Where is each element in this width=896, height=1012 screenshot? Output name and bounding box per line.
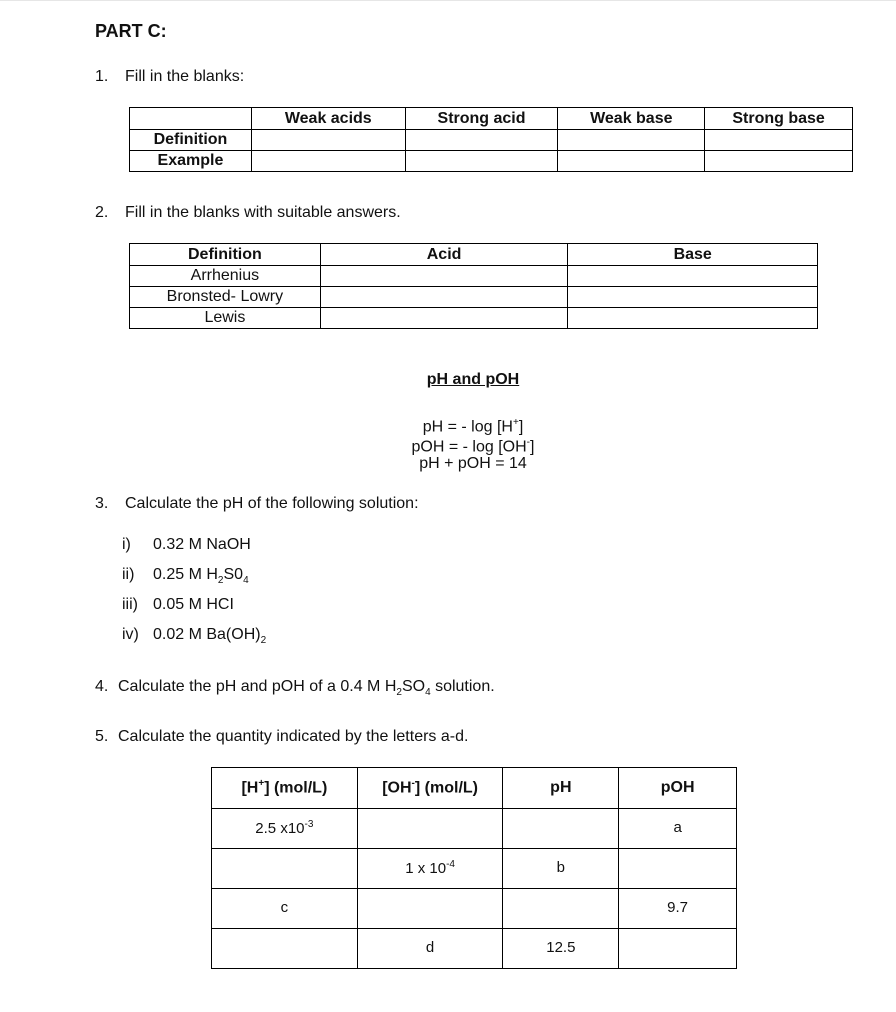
table-row (130, 287, 818, 308)
table2-row-arrhenius: Arrhenius (130, 266, 321, 287)
table-row (212, 809, 737, 849)
blank-cell[interactable] (212, 849, 358, 889)
table2-header-acid: Acid (320, 244, 568, 266)
question-4-number: 4. (95, 678, 109, 695)
question-4-text: Calculate the pH and pOH of a 0.4 M H (118, 678, 397, 695)
table3-header-oh-pre: [OH (382, 779, 412, 797)
question-1-number: 1. (95, 68, 109, 85)
question-4-sub: 4 (425, 687, 431, 699)
blank-cell[interactable] (405, 130, 558, 151)
table3-header-h-post: ] (mol/L) (264, 779, 328, 797)
table-row (212, 889, 737, 929)
table-row (130, 130, 853, 151)
question-5-number: 5. (95, 728, 109, 745)
table3-header-h-sup: + (258, 778, 265, 790)
table3-header-ph: pH (503, 768, 619, 809)
question-5 (95, 728, 468, 746)
formula-ph-sup: + (512, 417, 519, 428)
table3-value-sup: -4 (446, 859, 455, 870)
table-row (130, 308, 818, 329)
formula-ph-pre: pH = - log [H (422, 418, 513, 436)
blank-cell[interactable] (619, 929, 737, 969)
table3-cell: d (357, 929, 503, 969)
table1-header-blank (130, 108, 252, 130)
table1-header-weak-base: Weak base (558, 108, 705, 130)
blank-cell[interactable] (251, 130, 405, 151)
table3-cell (357, 849, 503, 889)
blank-cell[interactable] (320, 308, 568, 329)
list-item-roman: iii) (122, 596, 138, 613)
blank-cell[interactable] (357, 889, 503, 929)
table3-cell: b (503, 849, 619, 889)
table-row (212, 929, 737, 969)
table3-header-oh-sup: - (411, 778, 415, 790)
formula-ph-post: ] (518, 418, 524, 436)
table1-row-definition: Definition (130, 130, 252, 151)
table3-cell: 9.7 (619, 889, 737, 929)
blank-cell[interactable] (320, 287, 568, 308)
table3-value: 2.5 x10 (255, 820, 305, 837)
table3-header-h-pre: [H (241, 779, 259, 797)
list-item-text: 0.02 M Ba(OH) (153, 626, 261, 643)
list-item (122, 537, 266, 567)
list-item-sub: 2 (217, 575, 224, 587)
blank-cell[interactable] (503, 809, 619, 849)
list-item (122, 597, 266, 627)
blank-cell[interactable] (212, 929, 358, 969)
table3-value: 1 x 10 (405, 860, 447, 877)
blank-cell[interactable] (357, 809, 503, 849)
table3-cell: a (619, 809, 737, 849)
question-2-text: Fill in the blanks with suitable answers. (125, 204, 401, 221)
formula-poh-sup: - (526, 437, 531, 448)
table1-header-weak-acids: Weak acids (251, 108, 405, 130)
question-4-sub: 2 (396, 687, 402, 699)
table-definitions (129, 243, 818, 329)
table1-header-strong-base: Strong base (705, 108, 853, 130)
question-3-number: 3. (95, 495, 109, 512)
table3-cell (212, 809, 358, 849)
formula-poh-post: ] (530, 438, 535, 456)
list-item-text: 0.32 M NaOH (153, 536, 251, 553)
list-item-text: 0.25 M H (153, 566, 218, 583)
table-ph-calculation (211, 767, 737, 969)
part-title: PART C: (95, 21, 167, 41)
list-item (122, 567, 266, 597)
blank-cell[interactable] (568, 308, 818, 329)
table2-header-definition: Definition (130, 244, 321, 266)
formula-sum: pH + pOH = 14 (419, 455, 527, 472)
table3-header-h-conc (212, 768, 358, 809)
question-3-text: Calculate the pH of the following solution: (125, 495, 419, 512)
question-2-number: 2. (95, 204, 109, 221)
question-2 (95, 204, 401, 222)
blank-cell[interactable] (568, 266, 818, 287)
list-item-sub: 4 (243, 575, 249, 587)
table-acids-bases (129, 107, 853, 172)
question-1-text: Fill in the blanks: (125, 68, 245, 85)
table-row (130, 266, 818, 287)
question-4-text-mid: SO (401, 678, 426, 695)
table-row (212, 849, 737, 889)
list-item (122, 627, 266, 657)
ph-section-title: pH and pOH (426, 371, 520, 388)
table3-header-oh-conc (357, 768, 503, 809)
list-item-text: 0.05 M HCI (153, 596, 234, 613)
question-5-text: Calculate the quantity indicated by the letters a-d. (118, 728, 469, 745)
table2-header-base: Base (568, 244, 818, 266)
blank-cell[interactable] (251, 151, 405, 172)
list-item-text-mid: S0 (223, 566, 244, 583)
table3-value-sup: -3 (304, 819, 314, 830)
list-item-roman: iv) (122, 626, 139, 643)
blank-cell[interactable] (558, 130, 705, 151)
table3-header-oh-post: ] (mol/L) (414, 779, 478, 797)
table2-row-bronsted-lowry: Bronsted- Lowry (130, 287, 321, 308)
blank-cell[interactable] (558, 151, 705, 172)
question-1 (95, 68, 244, 86)
question-4-text-post: solution. (430, 678, 495, 695)
blank-cell[interactable] (705, 130, 853, 151)
blank-cell[interactable] (619, 849, 737, 889)
list-item-roman: ii) (122, 566, 135, 583)
table1-header-strong-acid: Strong acid (405, 108, 558, 130)
question-4 (95, 678, 495, 698)
blank-cell[interactable] (568, 287, 818, 308)
table2-row-lewis: Lewis (130, 308, 321, 329)
blank-cell[interactable] (705, 151, 853, 172)
formula-poh-pre: pOH = - log [OH (411, 438, 527, 456)
blank-cell[interactable] (405, 151, 558, 172)
question-3-list (122, 537, 266, 657)
question-3 (95, 495, 419, 513)
table3-cell: c (212, 889, 358, 929)
list-item-roman: i) (122, 536, 131, 553)
blank-cell[interactable] (503, 889, 619, 929)
table-row (130, 151, 853, 172)
list-item-sub: 2 (260, 635, 267, 647)
table3-cell: 12.5 (503, 929, 619, 969)
table1-row-example: Example (130, 151, 252, 172)
table3-header-poh: pOH (619, 768, 737, 809)
blank-cell[interactable] (320, 266, 568, 287)
